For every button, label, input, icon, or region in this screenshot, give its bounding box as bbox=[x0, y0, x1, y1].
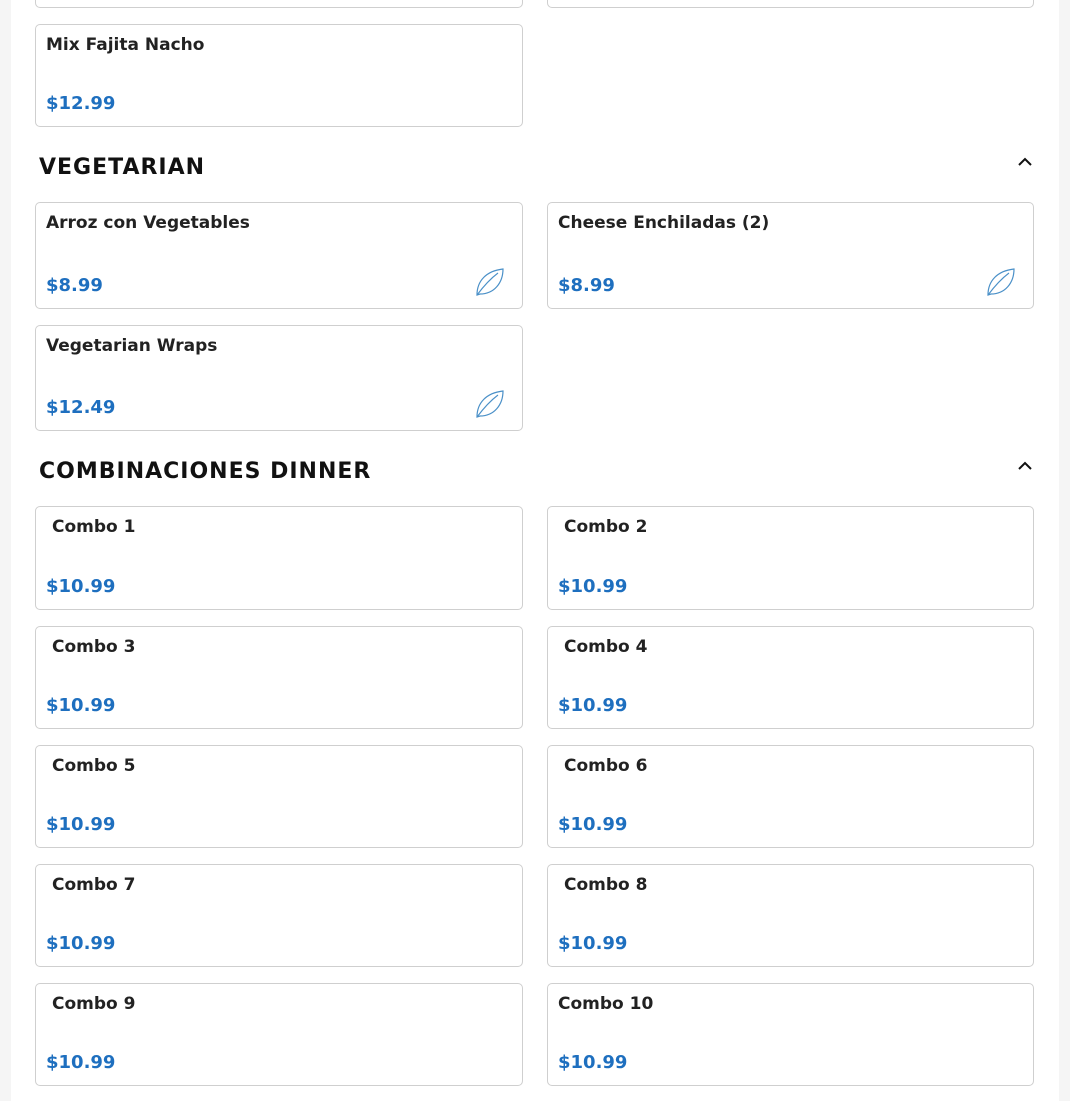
leaf-icon bbox=[474, 267, 506, 297]
menu-item-price: $10.99 bbox=[46, 814, 116, 835]
menu-item-card[interactable] bbox=[35, 626, 523, 729]
menu-item-price: $10.99 bbox=[46, 1052, 116, 1073]
menu-item-name: Combo 3 bbox=[52, 637, 136, 657]
section-title-combinaciones-dinner: COMBINACIONES DINNER bbox=[39, 459, 372, 484]
menu-item-name: Combo 5 bbox=[52, 756, 136, 776]
menu-item-name: Arroz con Vegetables bbox=[46, 213, 250, 233]
menu-item-card[interactable] bbox=[547, 864, 1034, 967]
menu-item-card[interactable] bbox=[547, 202, 1034, 309]
menu-item-card[interactable] bbox=[35, 745, 523, 848]
menu-item-name: Mix Fajita Nacho bbox=[46, 35, 205, 55]
menu-item-name: Combo 10 bbox=[558, 994, 654, 1014]
menu-item-card[interactable] bbox=[35, 202, 523, 309]
menu-item-price: $12.49 bbox=[46, 397, 116, 418]
menu-item-price: $8.99 bbox=[558, 275, 615, 296]
menu-item-price: $10.99 bbox=[46, 695, 116, 716]
menu-item-name: Combo 8 bbox=[564, 875, 648, 895]
menu-item-card[interactable] bbox=[547, 626, 1034, 729]
section-title-vegetarian: VEGETARIAN bbox=[39, 155, 206, 180]
chevron-up-icon[interactable] bbox=[1015, 154, 1035, 168]
menu-item-card[interactable] bbox=[35, 24, 523, 127]
chevron-up-icon[interactable] bbox=[1015, 458, 1035, 472]
menu-item-name: Combo 4 bbox=[564, 637, 648, 657]
leaf-icon bbox=[985, 267, 1017, 297]
menu-item-name: Cheese Enchiladas (2) bbox=[558, 213, 770, 233]
menu-item-card[interactable] bbox=[35, 864, 523, 967]
menu-item-price: $10.99 bbox=[558, 695, 628, 716]
menu-item-name: Combo 7 bbox=[52, 875, 136, 895]
menu-item-price: $10.99 bbox=[558, 933, 628, 954]
menu-item-price: $10.99 bbox=[46, 576, 116, 597]
menu-item-price: $8.99 bbox=[46, 275, 103, 296]
menu-item-price: $10.99 bbox=[558, 814, 628, 835]
menu-item-card[interactable] bbox=[547, 506, 1034, 610]
menu-item-name: Combo 6 bbox=[564, 756, 648, 776]
menu-item-card[interactable] bbox=[547, 745, 1034, 848]
menu-item-price: $10.99 bbox=[558, 576, 628, 597]
menu-item-card[interactable] bbox=[547, 983, 1034, 1086]
menu-item-price: $10.99 bbox=[558, 1052, 628, 1073]
menu-item-name: Vegetarian Wraps bbox=[46, 336, 218, 356]
menu-item-card-partial[interactable] bbox=[35, 0, 523, 8]
menu-item-card[interactable] bbox=[35, 506, 523, 610]
menu-item-name: Combo 1 bbox=[52, 517, 136, 537]
menu-item-price: $12.99 bbox=[46, 93, 116, 114]
menu-item-card-partial[interactable] bbox=[547, 0, 1034, 8]
menu-item-card[interactable] bbox=[35, 983, 523, 1086]
menu-item-price: $10.99 bbox=[46, 933, 116, 954]
leaf-icon bbox=[474, 389, 506, 419]
menu-item-name: Combo 2 bbox=[564, 517, 648, 537]
menu-item-card[interactable] bbox=[35, 325, 523, 431]
menu-item-name: Combo 9 bbox=[52, 994, 136, 1014]
